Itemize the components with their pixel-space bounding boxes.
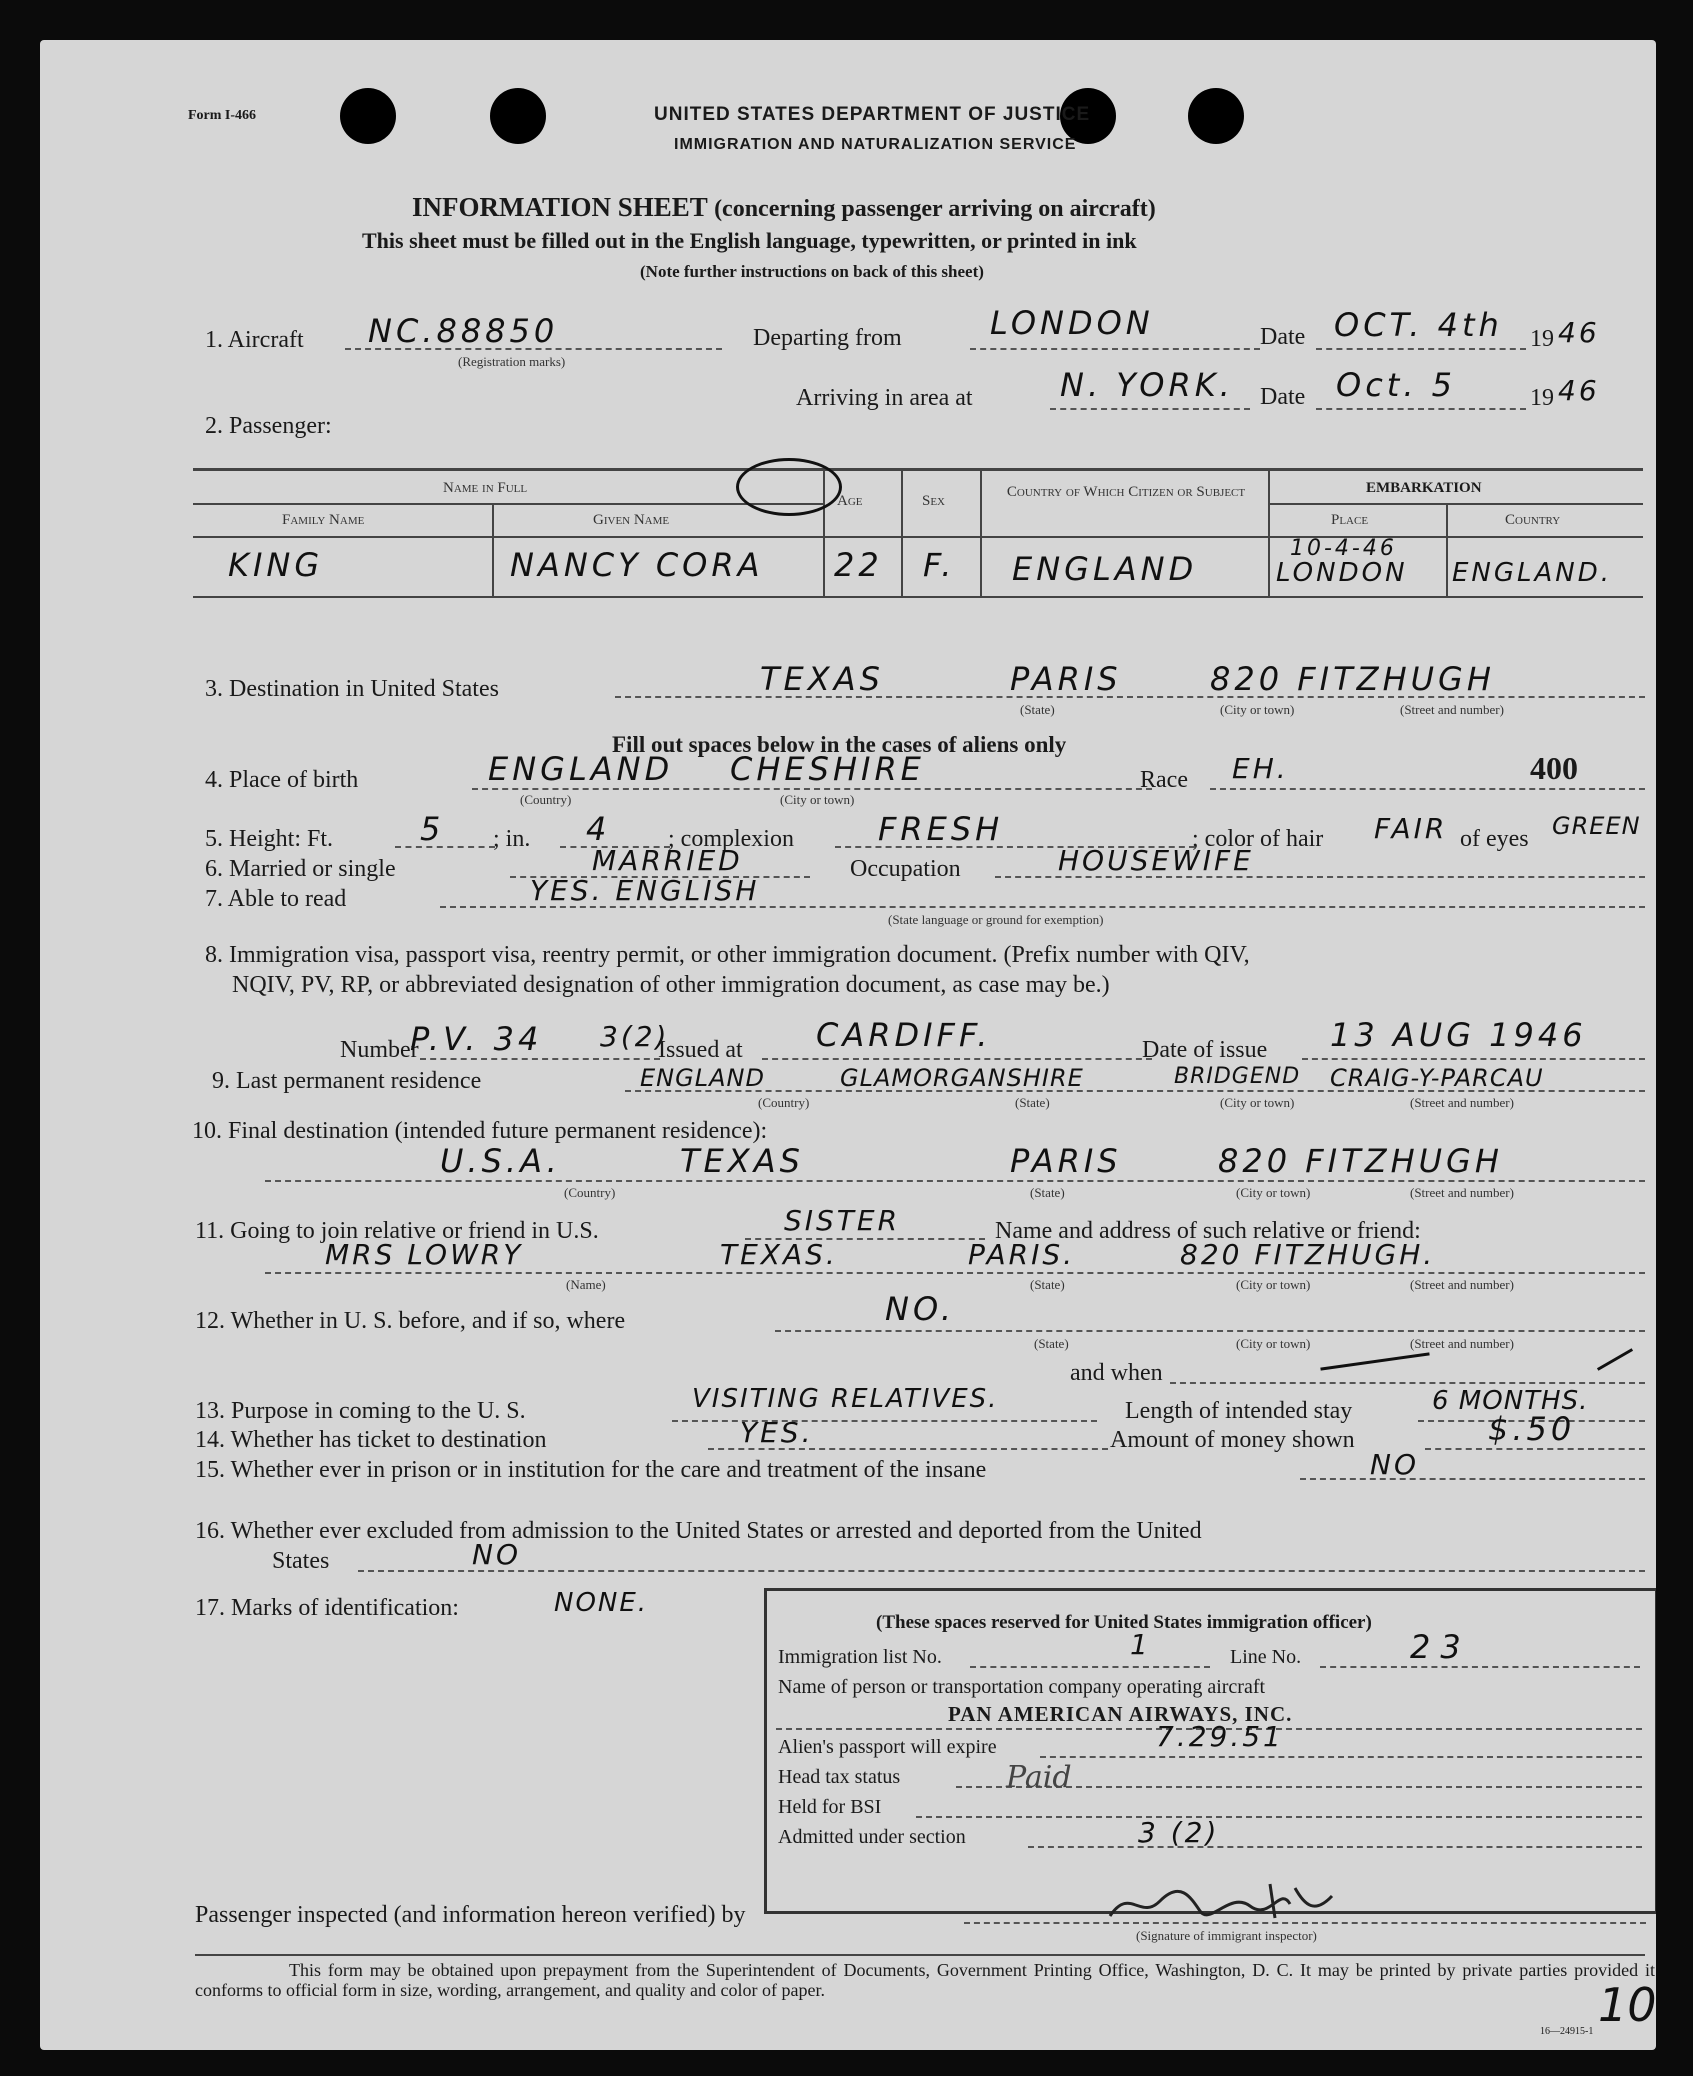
- excluded-line2: States: [272, 1548, 330, 1574]
- relative-state: TEXAS.: [720, 1238, 838, 1271]
- department-title: UNITED STATES DEPARTMENT OF JUSTICE: [654, 104, 1091, 125]
- issue-date-value: 13 AUG 1946: [1330, 1016, 1587, 1054]
- passenger-label: 2. Passenger:: [205, 413, 332, 439]
- read-caption: (State language or ground for exemption): [888, 912, 1104, 927]
- punch-hole-2: [490, 88, 546, 144]
- registration-caption: (Registration marks): [458, 354, 566, 369]
- list-value: 1: [1130, 1628, 1151, 1661]
- aircraft-value: NC.88850: [368, 312, 559, 350]
- destination-label: 3. Destination in United States: [205, 676, 499, 702]
- caption-street-before: (Street and number): [1410, 1336, 1514, 1351]
- race-value: EH.: [1232, 752, 1289, 785]
- residence-country: ENGLAND: [640, 1064, 765, 1092]
- hair-value: FAIR: [1374, 812, 1448, 845]
- header-embarkation: EMBARKATION: [1366, 480, 1482, 496]
- prison-label: 15. Whether ever in prison or in institution for the care and treatment of the insane: [195, 1457, 987, 1483]
- instruction-text: This sheet must be filled out in the English language, typewritten, or printed in ink: [362, 228, 1137, 253]
- inches-label: ; in.: [493, 826, 531, 852]
- relation-value: SISTER: [784, 1204, 901, 1237]
- inspected-label: Passenger inspected (and information hereon verified) by: [195, 1902, 746, 1928]
- relative-street: 820 FITZHUGH.: [1180, 1238, 1436, 1271]
- final-street: 820 FITZHUGH: [1218, 1142, 1503, 1180]
- issued-label: Issued at: [658, 1037, 743, 1063]
- inspector-caption: (Signature of immigrant inspector): [1136, 1928, 1317, 1943]
- departing-value: LONDON: [990, 304, 1154, 342]
- in-us-before-label: 12. Whether in U. S. before, and if so, where: [195, 1308, 626, 1334]
- when-label: and when: [1070, 1360, 1163, 1386]
- purpose-value: VISITING RELATIVES.: [692, 1384, 999, 1414]
- caption-city-birth: (City or town): [780, 792, 855, 807]
- stay-label: Length of intended stay: [1125, 1398, 1353, 1424]
- caption-city-rel: (City or town): [1236, 1277, 1311, 1292]
- header-age: Age: [837, 493, 863, 509]
- embark-date-value: 10-4-46: [1290, 536, 1397, 561]
- final-city: PARIS: [1010, 1142, 1122, 1180]
- married-label: 6. Married or single: [205, 856, 396, 882]
- departing-year: 46: [1558, 316, 1600, 349]
- visa-number-label: Number: [340, 1037, 419, 1063]
- caption-street-res: (Street and number): [1410, 1095, 1514, 1110]
- complexion-label: ; complexion: [668, 826, 794, 852]
- visa-number: P.V. 34: [410, 1020, 543, 1058]
- visa-text-line1: 8. Immigration visa, passport visa, reentry permit, or other immigration document. (Prefix number with QIV,: [205, 942, 1250, 968]
- caption-country-res: (Country): [758, 1095, 810, 1110]
- residence-label: 9. Last permanent residence: [212, 1068, 482, 1094]
- ticket-value: YES.: [740, 1416, 814, 1449]
- arriving-year-prefix: 19: [1530, 385, 1554, 411]
- circle-mark: [736, 458, 842, 516]
- footer-text: This form may be obtained upon prepayment from the Superintendent of Documents, Government Printing Office, Washington, D. C. It may be printed by private parties provided it conforms to official form in size, wording, arrangement, and quality and color of paper.: [195, 1960, 1655, 2000]
- form-number: Form I-466: [188, 108, 257, 123]
- married-value: MARRIED: [592, 844, 743, 877]
- prison-value: NO: [1370, 1448, 1419, 1481]
- caption-state-rel: (State): [1030, 1277, 1065, 1292]
- page-number-mark: 10: [1598, 1978, 1657, 2032]
- final-destination-label: 10. Final destination (intended future permanent residence):: [192, 1118, 768, 1144]
- caption-city-final: (City or town): [1236, 1185, 1311, 1200]
- inspector-signature: [1100, 1876, 1340, 1926]
- money-label: Amount of money shown: [1110, 1427, 1355, 1453]
- destination-city: PARIS: [1010, 660, 1122, 698]
- aircraft-label: 1. Aircraft: [205, 327, 304, 353]
- tax-label: Head tax status: [778, 1766, 901, 1788]
- arriving-date: Oct. 5: [1336, 366, 1457, 404]
- name-address-label: Name and address of such relative or friend:: [995, 1218, 1421, 1244]
- visa-text-line2: NQIV, PV, RP, or abbreviated designation of other immigration document, as case may be.): [232, 972, 1110, 998]
- tax-value: Paid: [1006, 1760, 1072, 1795]
- purpose-label: 13. Purpose in coming to the U. S.: [195, 1398, 526, 1424]
- destination-state: TEXAS: [760, 660, 884, 698]
- company-label: Name of person or transportation company operating aircraft: [778, 1676, 1266, 1698]
- country-citizen-value: ENGLAND: [1012, 550, 1198, 588]
- when-dash-stroke: [1320, 1352, 1429, 1370]
- caption-street-rel: (Street and number): [1410, 1277, 1514, 1292]
- header-country-embark: Country: [1505, 512, 1561, 528]
- embark-country-value: ENGLAND.: [1452, 558, 1613, 588]
- ticket-label: 14. Whether has ticket to destination: [195, 1427, 547, 1453]
- departing-date-label: Date: [1260, 324, 1306, 350]
- form-code: 16—24915-1: [1540, 2026, 1594, 2037]
- arriving-label: Arriving in area at: [796, 385, 973, 411]
- excluded-line1: 16. Whether ever excluded from admission to the United States or arrested and deported from the United: [195, 1518, 1202, 1544]
- in-us-before-value: NO.: [885, 1290, 955, 1328]
- section-label: Admitted under section: [778, 1826, 966, 1848]
- table-top-rule: [193, 468, 1643, 471]
- residence-state: GLAMORGANSHIRE: [840, 1064, 1084, 1092]
- marks-value: NONE.: [554, 1588, 649, 1618]
- occupation-value: HOUSEWIFE: [1058, 844, 1254, 877]
- caption-state: (State): [1020, 702, 1055, 717]
- excluded-value: NO: [472, 1538, 521, 1571]
- passport-value: 7.29.51: [1156, 1720, 1284, 1753]
- read-value: YES. ENGLISH: [530, 874, 760, 907]
- issue-date-label: Date of issue: [1142, 1037, 1268, 1063]
- list-label: Immigration list No.: [778, 1646, 942, 1668]
- caption-country: (Country): [520, 792, 572, 807]
- caption-state-before: (State): [1034, 1336, 1069, 1351]
- money-value: $.50: [1488, 1410, 1576, 1448]
- form-title: INFORMATION SHEET (concerning passenger arriving on aircraft): [412, 192, 1156, 222]
- relative-name: MRS LOWRY: [325, 1238, 524, 1271]
- caption-city-res: (City or town): [1220, 1095, 1295, 1110]
- header-given-name: Given Name: [593, 512, 670, 528]
- departing-year-prefix: 19: [1530, 326, 1554, 352]
- residence-city: BRIDGEND: [1174, 1064, 1301, 1089]
- destination-street: 820 FITZHUGH: [1210, 660, 1495, 698]
- join-relative-label: 11. Going to join relative or friend in U.S.: [195, 1218, 599, 1244]
- birth-city: CHESHIRE: [730, 750, 925, 788]
- height-in: 4: [586, 810, 611, 848]
- caption-state-final: (State): [1030, 1185, 1065, 1200]
- caption-city: (City or town): [1220, 702, 1295, 717]
- company-value: PAN AMERICAN AIRWAYS, INC.: [948, 1702, 1293, 1726]
- race-code: 400: [1530, 750, 1578, 786]
- embark-place-value: LONDON: [1276, 558, 1408, 588]
- bsi-label: Held for BSI: [778, 1796, 882, 1818]
- header-sex: Sex: [922, 493, 946, 509]
- arriving-value: N. YORK.: [1060, 366, 1234, 404]
- marks-label: 17. Marks of identification:: [195, 1595, 459, 1621]
- officer-box-heading: (These spaces reserved for United States immigration officer): [876, 1612, 1372, 1633]
- given-name-value: NANCY CORA: [510, 546, 764, 584]
- service-title: IMMIGRATION AND NATURALIZATION SERVICE: [674, 136, 1077, 153]
- arriving-date-label: Date: [1260, 384, 1306, 410]
- arriving-year: 46: [1558, 374, 1600, 407]
- caption-street-final: (Street and number): [1410, 1185, 1514, 1200]
- visa-section: 3(2): [600, 1020, 670, 1053]
- caption-country-final: (Country): [564, 1185, 616, 1200]
- section-value: 3 (2): [1138, 1816, 1220, 1849]
- caption-state-res: (State): [1015, 1095, 1050, 1110]
- line-label: Line No.: [1230, 1646, 1302, 1668]
- departing-date: OCT. 4th: [1334, 306, 1503, 344]
- caption-street: (Street and number): [1400, 702, 1504, 717]
- height-ft: 5: [420, 810, 445, 848]
- birthplace-label: 4. Place of birth: [205, 767, 359, 793]
- sex-value: F.: [923, 546, 956, 584]
- family-name-value: KING: [228, 546, 324, 584]
- race-label: Race: [1140, 767, 1188, 793]
- final-state: TEXAS: [680, 1142, 804, 1180]
- form-sheet: [40, 40, 1656, 2050]
- departing-label: Departing from: [753, 325, 902, 351]
- caption-name: (Name): [566, 1277, 606, 1292]
- birth-country: ENGLAND: [488, 750, 674, 788]
- occupation-label: Occupation: [850, 856, 961, 882]
- age-value: 22: [834, 546, 883, 584]
- note-text: (Note further instructions on back of this sheet): [640, 262, 984, 281]
- header-country-citizen: Country of Which Citizen or Subject: [1006, 484, 1246, 500]
- final-country: U.S.A.: [440, 1142, 561, 1180]
- eyes-value: GREEN: [1552, 812, 1641, 840]
- issued-value: CARDIFF.: [816, 1016, 992, 1054]
- relative-city: PARIS.: [968, 1238, 1076, 1271]
- complexion-value: FRESH: [878, 810, 1004, 848]
- stay-value: 6 MONTHS.: [1432, 1386, 1589, 1416]
- punch-hole-4: [1188, 88, 1244, 144]
- height-label: 5. Height: Ft.: [205, 826, 334, 852]
- eyes-label: of eyes: [1460, 826, 1529, 852]
- header-name-in-full: Name in Full: [443, 480, 528, 496]
- residence-street: CRAIG-Y-PARCAU: [1330, 1064, 1544, 1092]
- header-place: Place: [1331, 512, 1369, 528]
- caption-city-before: (City or town): [1236, 1336, 1311, 1351]
- punch-hole-1: [340, 88, 396, 144]
- passport-label: Alien's passport will expire: [778, 1736, 997, 1758]
- aliens-heading: Fill out spaces below in the cases of aliens only: [612, 732, 1067, 757]
- read-label: 7. Able to read: [205, 886, 347, 912]
- hair-label: ; color of hair: [1192, 826, 1324, 852]
- line-value: 23: [1410, 1628, 1471, 1666]
- header-family-name: Family Name: [282, 512, 365, 528]
